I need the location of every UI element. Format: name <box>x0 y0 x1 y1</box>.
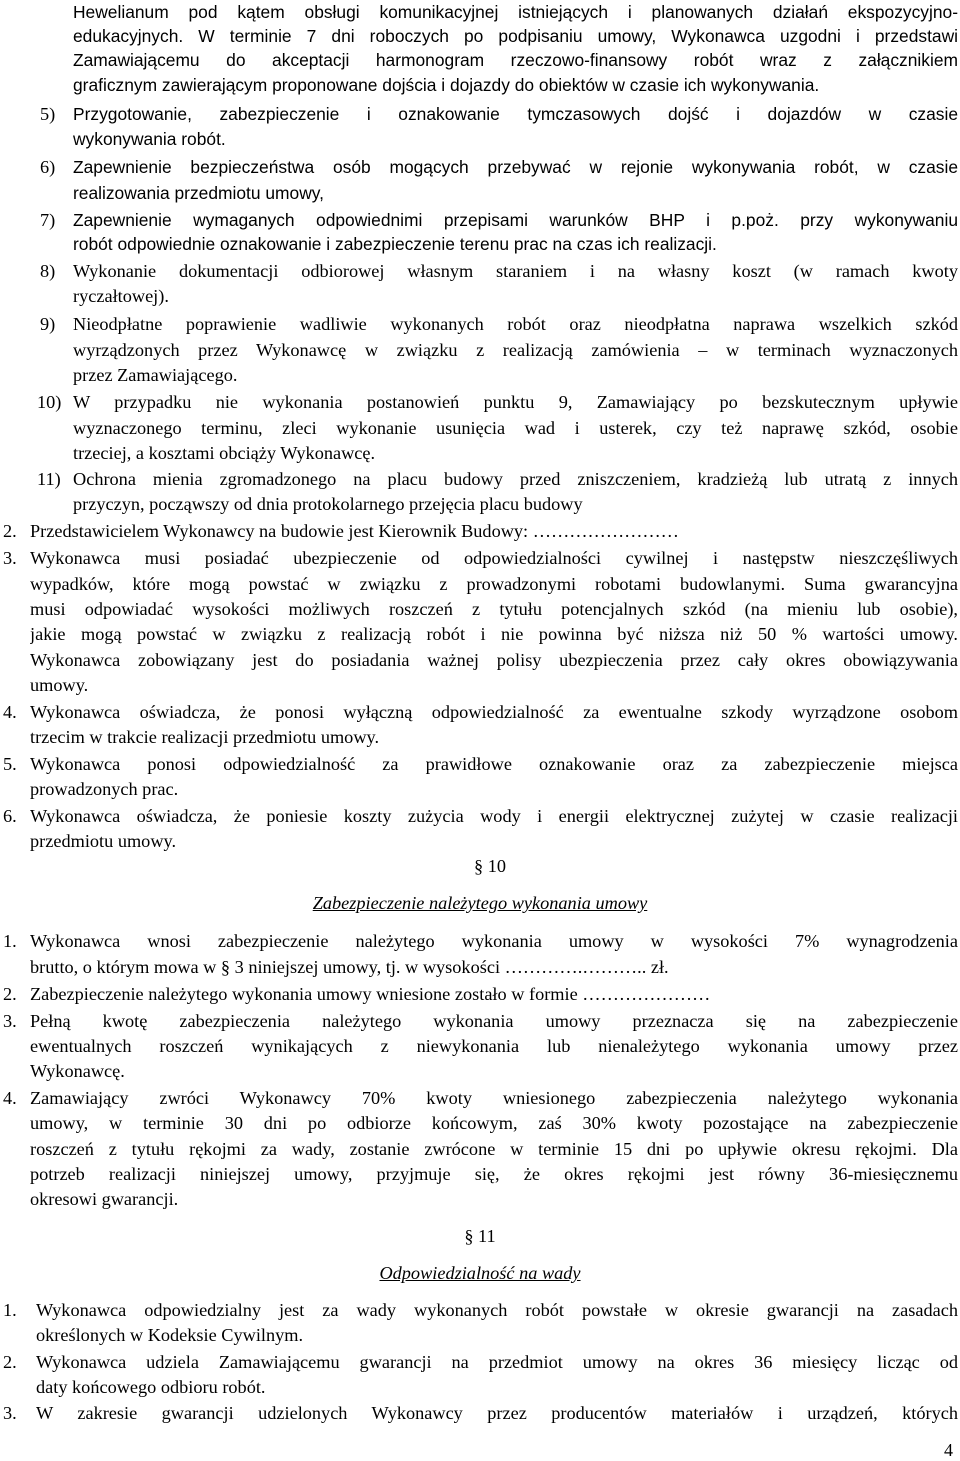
text-line: roszczeń z tytułu rękojmi za wady, zostanie zwrócone w terminie 15 dni po upływie okresu rękojmi. Dla <box>30 1139 958 1159</box>
text-line: trzeciej, a kosztami obciąży Wykonawcę. <box>73 443 376 463</box>
text-line: wykonywania robót. <box>73 129 226 149</box>
list-marker: 8) <box>40 261 56 281</box>
text-line: wyrządzonych przez Wykonawcę w związku z realizacją zamówienia – w terminach wyznaczonych <box>73 340 958 360</box>
text-line: umowy, w terminie 30 dni po odbiorze końcowym, zaś 30% kwoty pozostające na zabezpieczenie <box>30 1113 958 1133</box>
text-line: umowy. <box>30 675 89 695</box>
text-line: Wykonawca wnosi zabezpieczenie należytego wykonania umowy w wysokości 7% wynagrodzenia <box>30 931 958 951</box>
text-line: Hewelianum pod kątem obsługi komunikacyjnej istniejących i planowanych działań ekspozycyjno- <box>73 2 958 22</box>
text-line: jakie mogą powstać w związku z realizacją robót i nie powinna być niższa niż 50 % wartości umowy. <box>30 624 958 644</box>
list-marker: 9) <box>40 314 56 334</box>
text-line: Wykonawca udziela Zamawiającemu gwarancji na przedmiot umowy na okres 36 miesięcy licząc od <box>36 1352 958 1372</box>
text-line: Zamawiającemu do akceptacji harmonogram rzeczowo-finansowy robót wraz z załącznikiem <box>73 50 958 70</box>
list-marker: 6. <box>3 806 17 826</box>
text-line: Wykonawca zobowiązany jest do posiadania ważnej polisy ubezpieczenia przez cały okres obowiązywania <box>30 650 958 670</box>
text-line: edukacyjnych. W terminie 7 dni roboczych po podpisaniu umowy, Wykonawca uzgodni i przedstawi <box>73 26 958 46</box>
text-line: potrzeb realizacji niniejszej umowy, przyjmuje się, że okres rękojmi jest równy 36-miesięcznemu <box>30 1164 958 1184</box>
text-line: Przygotowanie, zabezpieczenie i oznakowanie tymczasowych dojść i dojazdów w czasie <box>73 104 958 124</box>
list-marker: 6) <box>40 157 56 177</box>
section-title: Zabezpieczenie należytego wykonania umowy <box>312 893 648 913</box>
section-heading: § 10 <box>474 856 506 876</box>
list-marker: 2. <box>3 1352 17 1372</box>
text-line: ryczałtowej). <box>73 286 169 306</box>
text-line: W zakresie gwarancji udzielonych Wykonawcy przez producentów materiałów i urządzeń, których <box>36 1403 958 1423</box>
list-marker: 1. <box>3 931 17 951</box>
text-line: przedmiotu umowy. <box>30 831 177 851</box>
list-marker: 7) <box>40 210 56 230</box>
text-line: realizowania przedmiotu umowy, <box>73 183 324 203</box>
text-line: musi odpowiadać wysokości możliwych roszczeń z tytułu potencjalnych szkód (na mieniu lub osobie), <box>30 599 958 619</box>
text-line: wyznaczonego terminu, zleci wykonanie usunięcia wad i usterek, czy też naprawę szkód, osobie <box>73 418 958 438</box>
list-marker: 11) <box>37 469 61 489</box>
list-marker: 5. <box>3 754 17 774</box>
text-line: daty końcowego odbioru robót. <box>36 1377 266 1397</box>
page-number: 4 <box>944 1440 953 1460</box>
list-marker: 1. <box>3 1300 17 1320</box>
text-line: W przypadku nie wykonania postanowień punktu 9, Zamawiający po bezskutecznym upływie <box>73 392 958 412</box>
text-line: okresowi gwarancji. <box>30 1189 179 1209</box>
text-line: określonych w Kodeksie Cywilnym. <box>36 1325 304 1345</box>
text-line: ewentualnych roszczeń wynikających z niewykonania lub nienależytego wykonania umowy przez <box>30 1036 958 1056</box>
section-title: Odpowiedzialność na wady <box>379 1263 581 1283</box>
list-marker: 2. <box>3 984 17 1004</box>
text-line: graficznym zawierającym proponowane dojścia i dojazdy do obiektów w czasie ich wykonywania. <box>73 75 820 95</box>
text-line: trzecim w trakcie realizacji przedmiotu umowy. <box>30 727 380 747</box>
text-line: Wykonanie dokumentacji odbiorowej własnym staraniem i na własny koszt (w ramach kwoty <box>73 261 958 281</box>
text-line: Wykonawca oświadcza, że ponosi wyłączną odpowiedzialność za ewentualne szkody wyrządzone osobom <box>30 702 958 722</box>
text-line: Pełną kwotę zabezpieczenia należytego wykonania umowy przeznacza się na zabezpieczenie <box>30 1011 958 1031</box>
text-line: Wykonawca odpowiedzialny jest za wady wykonanych robót powstałe w okresie gwarancji na zasadach <box>36 1300 958 1320</box>
text-line: przyczyn, począwszy od dnia protokolarnego przejęcia placu budowy <box>73 494 583 514</box>
text-line: Zamawiający zwróci Wykonawcy 70% kwoty wniesionego zabezpieczenia należytego wykonania <box>30 1088 958 1108</box>
text-line: Przedstawicielem Wykonawcy na budowie jest Kierownik Budowy: …………………… <box>30 521 679 541</box>
list-marker: 5) <box>40 104 56 124</box>
text-line: prowadzonych prac. <box>30 779 179 799</box>
list-marker: 4. <box>3 702 17 722</box>
text-line: brutto, o którym mowa w § 3 niniejszej umowy, tj. w wysokości ………….……….. zł. <box>30 957 669 977</box>
list-marker: 3. <box>3 1403 17 1423</box>
text-line: Zapewnienie bezpieczeństwa osób mogących przebywać w rejonie wykonywania robót, w czasie <box>73 157 958 177</box>
text-line: Wykonawcę. <box>30 1061 125 1081</box>
list-marker: 3. <box>3 548 17 568</box>
text-line: Ochrona mienia zgromadzonego na placu budowy przed zniszczeniem, kradzieżą lub utratą z innych <box>73 469 958 489</box>
list-marker: 3. <box>3 1011 17 1031</box>
text-line: Wykonawca musi posiadać ubezpieczenie od odpowiedzialności cywilnej i następstw nieszczęśliwych <box>30 548 958 568</box>
list-marker: 4. <box>3 1088 17 1108</box>
text-line: Wykonawca ponosi odpowiedzialność za prawidłowe oznakowanie oraz za zabezpieczenie miejsca <box>30 754 958 774</box>
text-line: przez Zamawiającego. <box>73 365 238 385</box>
text-line: wypadków, które mogą powstać w związku z prowadzonymi robotami budowlanymi. Suma gwarancyjna <box>30 574 958 594</box>
list-marker: 2. <box>3 521 17 541</box>
text-line: Zabezpieczenie należytego wykonania umowy wniesione zostało w formie ………………… <box>30 984 711 1004</box>
section-heading: § 11 <box>464 1226 496 1246</box>
text-line: Wykonawca oświadcza, że poniesie koszty zużycia wody i energii elektrycznej zużytej w czasie realizacji <box>30 806 958 826</box>
text-line: Zapewnienie wymaganych odpowiednimi przepisami warunków BHP i p.poż. przy wykonywaniu <box>73 210 958 230</box>
text-line: robót odpowiednie oznakowanie i zabezpieczenie terenu prac na czas ich realizacji. <box>73 234 717 254</box>
list-marker: 10) <box>37 392 62 412</box>
text-line: Nieodpłatne poprawienie wadliwie wykonanych robót oraz nieodpłatna naprawa wszelkich szkód <box>73 314 958 334</box>
